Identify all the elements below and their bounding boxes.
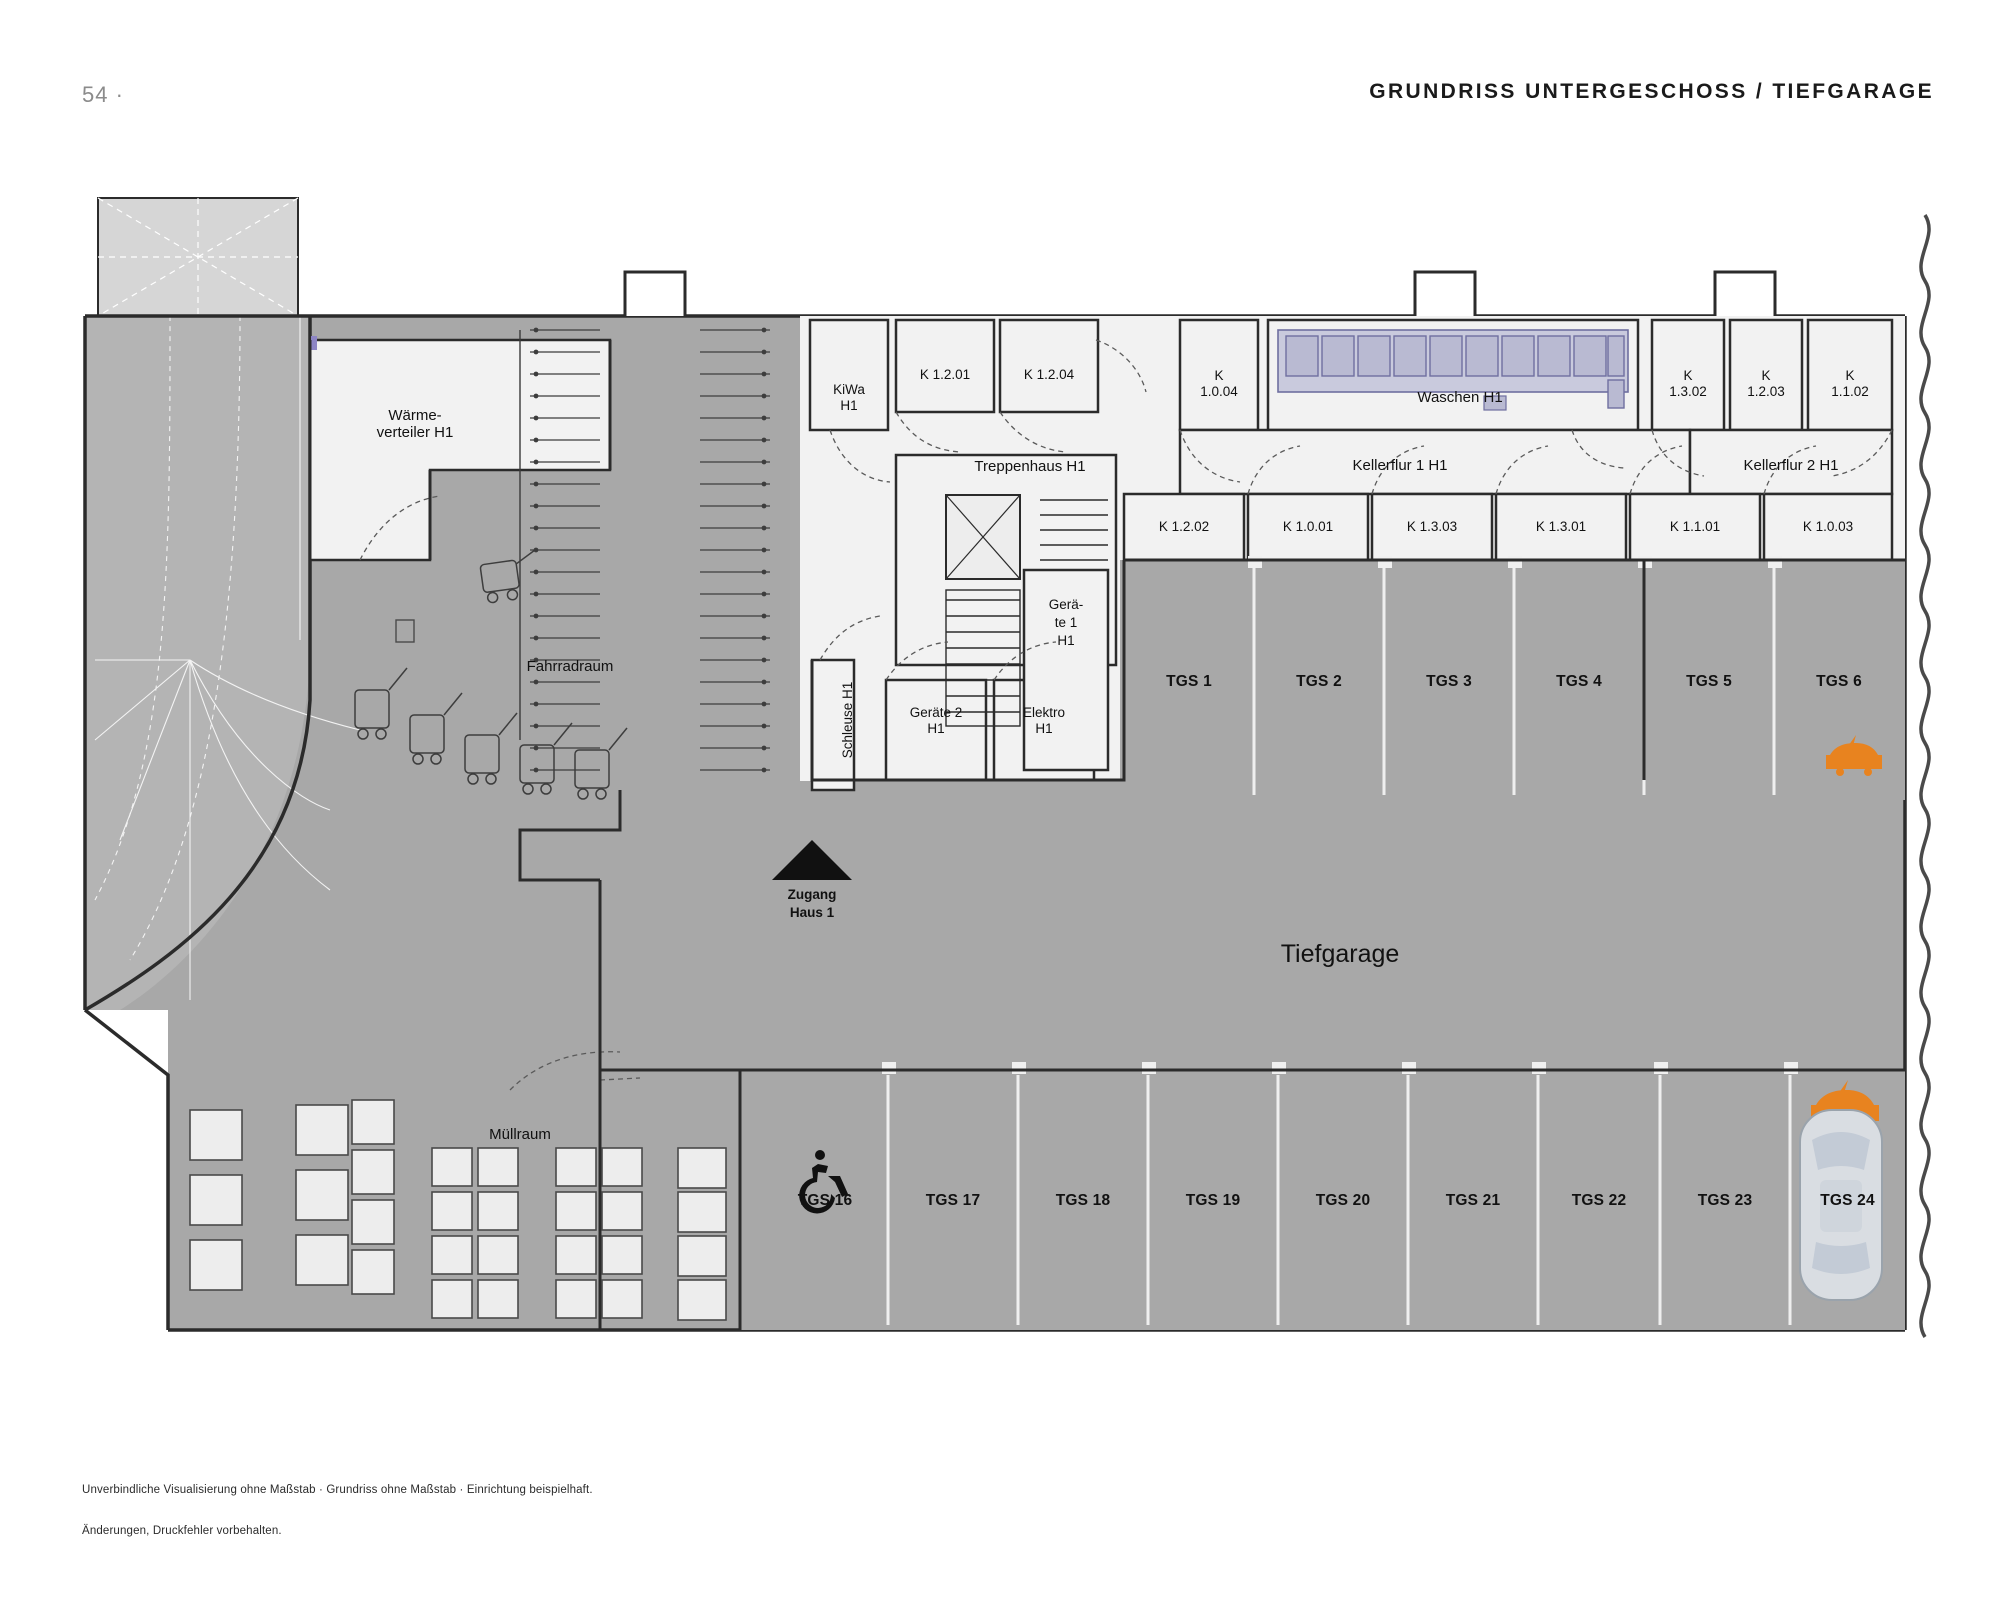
parking-label-tgs-17: TGS 17 [925,1192,981,1209]
room-label-muellraum: Müllraum [489,1126,551,1143]
parking-label-tgs-18: TGS 18 [1055,1192,1111,1209]
ramp-area [98,198,298,316]
area-label-tiefgarage: Tiefgarage [1280,940,1400,968]
geraete1-line2: te 1 [1054,615,1078,631]
k1302-line2: 1.3.02 [1669,383,1707,399]
room-label-waschen: Waschen H1 [1417,389,1503,406]
elektro-line2: H1 [1035,720,1053,736]
geraete1-line3: H1 [1057,633,1075,649]
page-number: 54 · [82,82,124,107]
room-label-treppenhaus: Treppenhaus H1 [974,458,1086,475]
footnote-changes: Änderungen, Druckfehler vorbehalten. [82,1525,282,1537]
cellar-label-k-1-3-02 [1652,368,1724,399]
elektro-line1: Elektro [1022,705,1066,720]
parking-label-tgs-23: TGS 23 [1697,1192,1753,1209]
room-label-kiwa [808,382,890,413]
parking-label-tgs-3: TGS 3 [1426,673,1472,690]
cellar-label-k-1-1-01: K 1.1.01 [1669,519,1721,534]
wall-niches [625,272,1775,316]
cellar-label-k-1-2-01: K 1.2.01 [919,367,971,382]
parking-label-tgs-22: TGS 22 [1571,1192,1627,1209]
kiwa-line2: H1 [840,397,858,413]
entrance-line1: Zugang [787,887,837,902]
cellar-label-k-1-1-02 [1808,368,1892,399]
page-title: GRUNDRISS UNTERGESCHOSS / TIEFGARAGE [1369,80,1934,103]
cellar-label-k-1-2-02: K 1.2.02 [1158,519,1210,534]
k1102-line1: K [1845,368,1855,383]
parking-label-tgs-21: TGS 21 [1445,1192,1501,1209]
k1004-line1: K [1214,368,1224,383]
cellar-label-k-1-0-01: K 1.0.01 [1282,519,1334,534]
parking-label-tgs-2: TGS 2 [1296,673,1342,690]
k1203-line2: 1.2.03 [1747,383,1785,399]
room-label-kellerflur-1: Kellerflur 1 H1 [1352,457,1448,474]
parking-label-tgs-24: TGS 24 [1820,1192,1875,1209]
room-label-fahrradraum: Fahrradraum [526,658,614,675]
cellar-label-k-1-3-01: K 1.3.01 [1535,519,1587,534]
kiwa-line1: KiWa [833,382,865,397]
footnote-disclaimer: Unverbindliche Visualisierung ohne Maßstab · Grundriss ohne Maßstab · Einrichtung beispielhaft. [82,1484,593,1496]
entrance-line2: Haus 1 [789,904,835,920]
parking-label-tgs-16: TGS 16 [797,1192,853,1209]
cellar-label-k-1-2-04: K 1.2.04 [1023,367,1075,382]
geraete2-line2: H1 [927,720,945,736]
room-label-line1: Wärme- [388,407,442,424]
room-label-geraete-2 [886,705,986,736]
k1302-line1: K [1683,368,1693,383]
room-label-elektro [994,705,1094,736]
parking-label-tgs-6: TGS 6 [1816,673,1862,690]
geraete2-line1: Geräte 2 [909,705,963,720]
parking-label-tgs-20: TGS 20 [1315,1192,1371,1209]
entrance-label-haus-1 [752,886,872,921]
parking-label-tgs-5: TGS 5 [1686,673,1732,690]
geraete1-line1: Gerä- [1048,597,1084,612]
room-label-schleuse: Schleuse H1 [840,681,855,759]
room-label-line2: verteiler H1 [376,424,454,442]
cellar-label-k-1-3-03: K 1.3.03 [1406,519,1458,534]
parking-label-tgs-4: TGS 4 [1556,673,1602,690]
cellar-label-k-1-0-04 [1180,368,1258,399]
k1102-line2: 1.1.02 [1831,383,1869,399]
parking-label-tgs-19: TGS 19 [1185,1192,1241,1209]
room-label-waermeverteiler [330,407,500,442]
k1203-line1: K [1761,368,1771,383]
site-boundary-wave [1921,215,1929,1337]
cellar-label-k-1-2-03 [1730,368,1802,399]
cellar-label-k-1-0-03: K 1.0.03 [1802,519,1854,534]
parking-label-tgs-1: TGS 1 [1166,673,1212,690]
room-label-kellerflur-2: Kellerflur 2 H1 [1743,457,1839,474]
k1004-line2: 1.0.04 [1200,383,1238,399]
room-label-geraete-1 [1024,596,1108,651]
